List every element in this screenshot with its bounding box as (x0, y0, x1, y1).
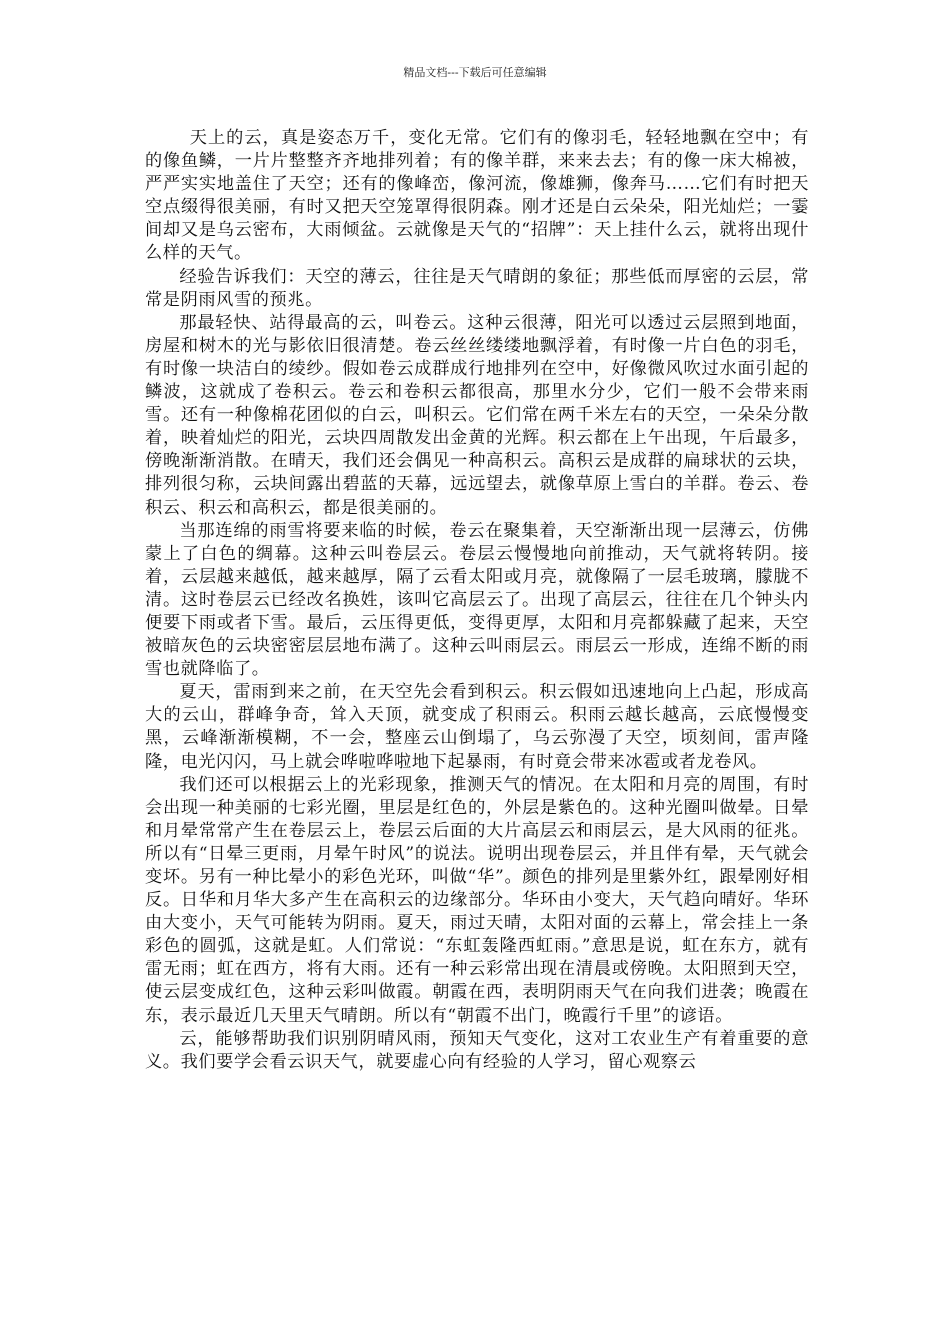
page-header: 精品文档---下载后可任意编辑 (403, 66, 547, 79)
article-body (145, 127, 809, 1074)
paragraph-3: 那最轻快、站得最高的云，叫卷云。这种云很薄，阳光可以透过云层照到地面，房屋和树木的光与影依旧很清楚。卷云丝丝缕缕地飘浮着，有时像一片白色的羽毛，有时像一块洁白的绫纱。假如卷云成群成行地排列在空中，好像微风吹过水面引起的鳞波，这就成了卷积云。卷云和卷积云都很高，那里水分少，它们一般不会带来雨雪。还有一种像棉花团似的白云，叫积云。它们常在两千米左右的天空，一朵朵分散着，映着灿烂的阳光，云块四周散发出金黄的光辉。积云都在上午出现，午后最多，傍晚渐渐消散。在晴天，我们还会偶见一种高积云。高积云是成群的扁球状的云块，排列很匀称，云块间露出碧蓝的天幕，远远望去，就像草原上雪白的羊群。卷云、卷积云、积云和高积云，都是很美丽的。 (145, 312, 809, 518)
paragraph-6: 我们还可以根据云上的光彩现象，推测天气的情况。在太阳和月亮的周围，有时会出现一种美丽的七彩光圈，里层是红色的，外层是紫色的。这种光圈叫做晕。日晕和月晕常常产生在卷层云上，卷层云后面的大片高层云和雨层云，是大风雨的征兆。所以有“日晕三更雨，月晕午时风”的说法。说明出现卷层云，并且伴有晕，天气就会变坏。另有一种比晕小的彩色光环，叫做“华”。颜色的排列是里紫外红，跟晕刚好相反。日华和月华大多产生在高积云的边缘部分。华环由小变大，天气趋向晴好。华环由大变小，天气可能转为阴雨。夏天，雨过天晴，太阳对面的云幕上，常会挂上一条彩色的圆弧，这就是虹。人们常说：“东虹轰隆西虹雨。”意思是说，虹在东方，就有雷无雨；虹在西方，将有大雨。还有一种云彩常出现在清晨或傍晚。太阳照到天空，使云层变成红色，这种云彩叫做霞。朝霞在西，表明阴雨天气在向我们进袭；晚霞在东，表示最近几天里天气晴朗。所以有“朝霞不出门，晚霞行千里”的谚语。 (145, 774, 809, 1026)
paragraph-7: 云，能够帮助我们识别阴晴风雨，预知天气变化，这对工农业生产有着重要的意义。我们要学会看云识天气，就要虚心向有经验的人学习，留心观察云 (145, 1028, 809, 1072)
paragraph-5: 夏天，雷雨到来之前，在天空先会看到积云。积云假如迅速地向上凸起，形成高大的云山，群峰争奇，耸入天顶，就变成了积雨云。积雨云越长越高，云底慢慢变黑，云峰渐渐模糊，不一会，整座云山倒塌了，乌云弥漫了天空，顷刻间，雷声隆隆，电光闪闪，马上就会哗啦哗啦地下起暴雨，有时竟会带来冰雹或者龙卷风。 (145, 682, 809, 772)
paragraph-4: 当那连绵的雨雪将要来临的时候，卷云在聚集着，天空渐渐出现一层薄云，仿佛蒙上了白色的绸幕。这种云叫卷层云。卷层云慢慢地向前推动，天气就将转阴。接着，云层越来越低，越来越厚，隔了云看太阳或月亮，就像隔了一层毛玻璃，朦胧不清。这时卷层云已经改名换姓，该叫它高层云了。出现了高层云，往往在几个钟头内便要下雨或者下雪。最后，云压得更低，变得更厚，太阳和月亮都躲藏了起来，天空被暗灰色的云块密密层层地布满了。这种云叫雨层云。雨层云一形成，连绵不断的雨雪也就降临了。 (145, 520, 809, 680)
paragraph-2: 经验告诉我们：天空的薄云，往往是天气晴朗的象征；那些低而厚密的云层，常常是阴雨风雪的预兆。 (145, 266, 809, 310)
paragraph-1: 天上的云，真是姿态万千，变化无常。它们有的像羽毛，轻轻地飘在空中；有的像鱼鳞，一片片整整齐齐地排列着；有的像羊群，来来去去；有的像一床大棉被，严严实实地盖住了天空；还有的像峰峦，像河流，像雄狮，像奔马……它们有时把天空点缀得很美丽，有时又把天空笼罩得很阴森。刚才还是白云朵朵，阳光灿烂；一霎间却又是乌云密布，大雨倾盆。云就像是天气的“招牌”：天上挂什么云，就将出现什么样的天气。 (145, 128, 809, 264)
